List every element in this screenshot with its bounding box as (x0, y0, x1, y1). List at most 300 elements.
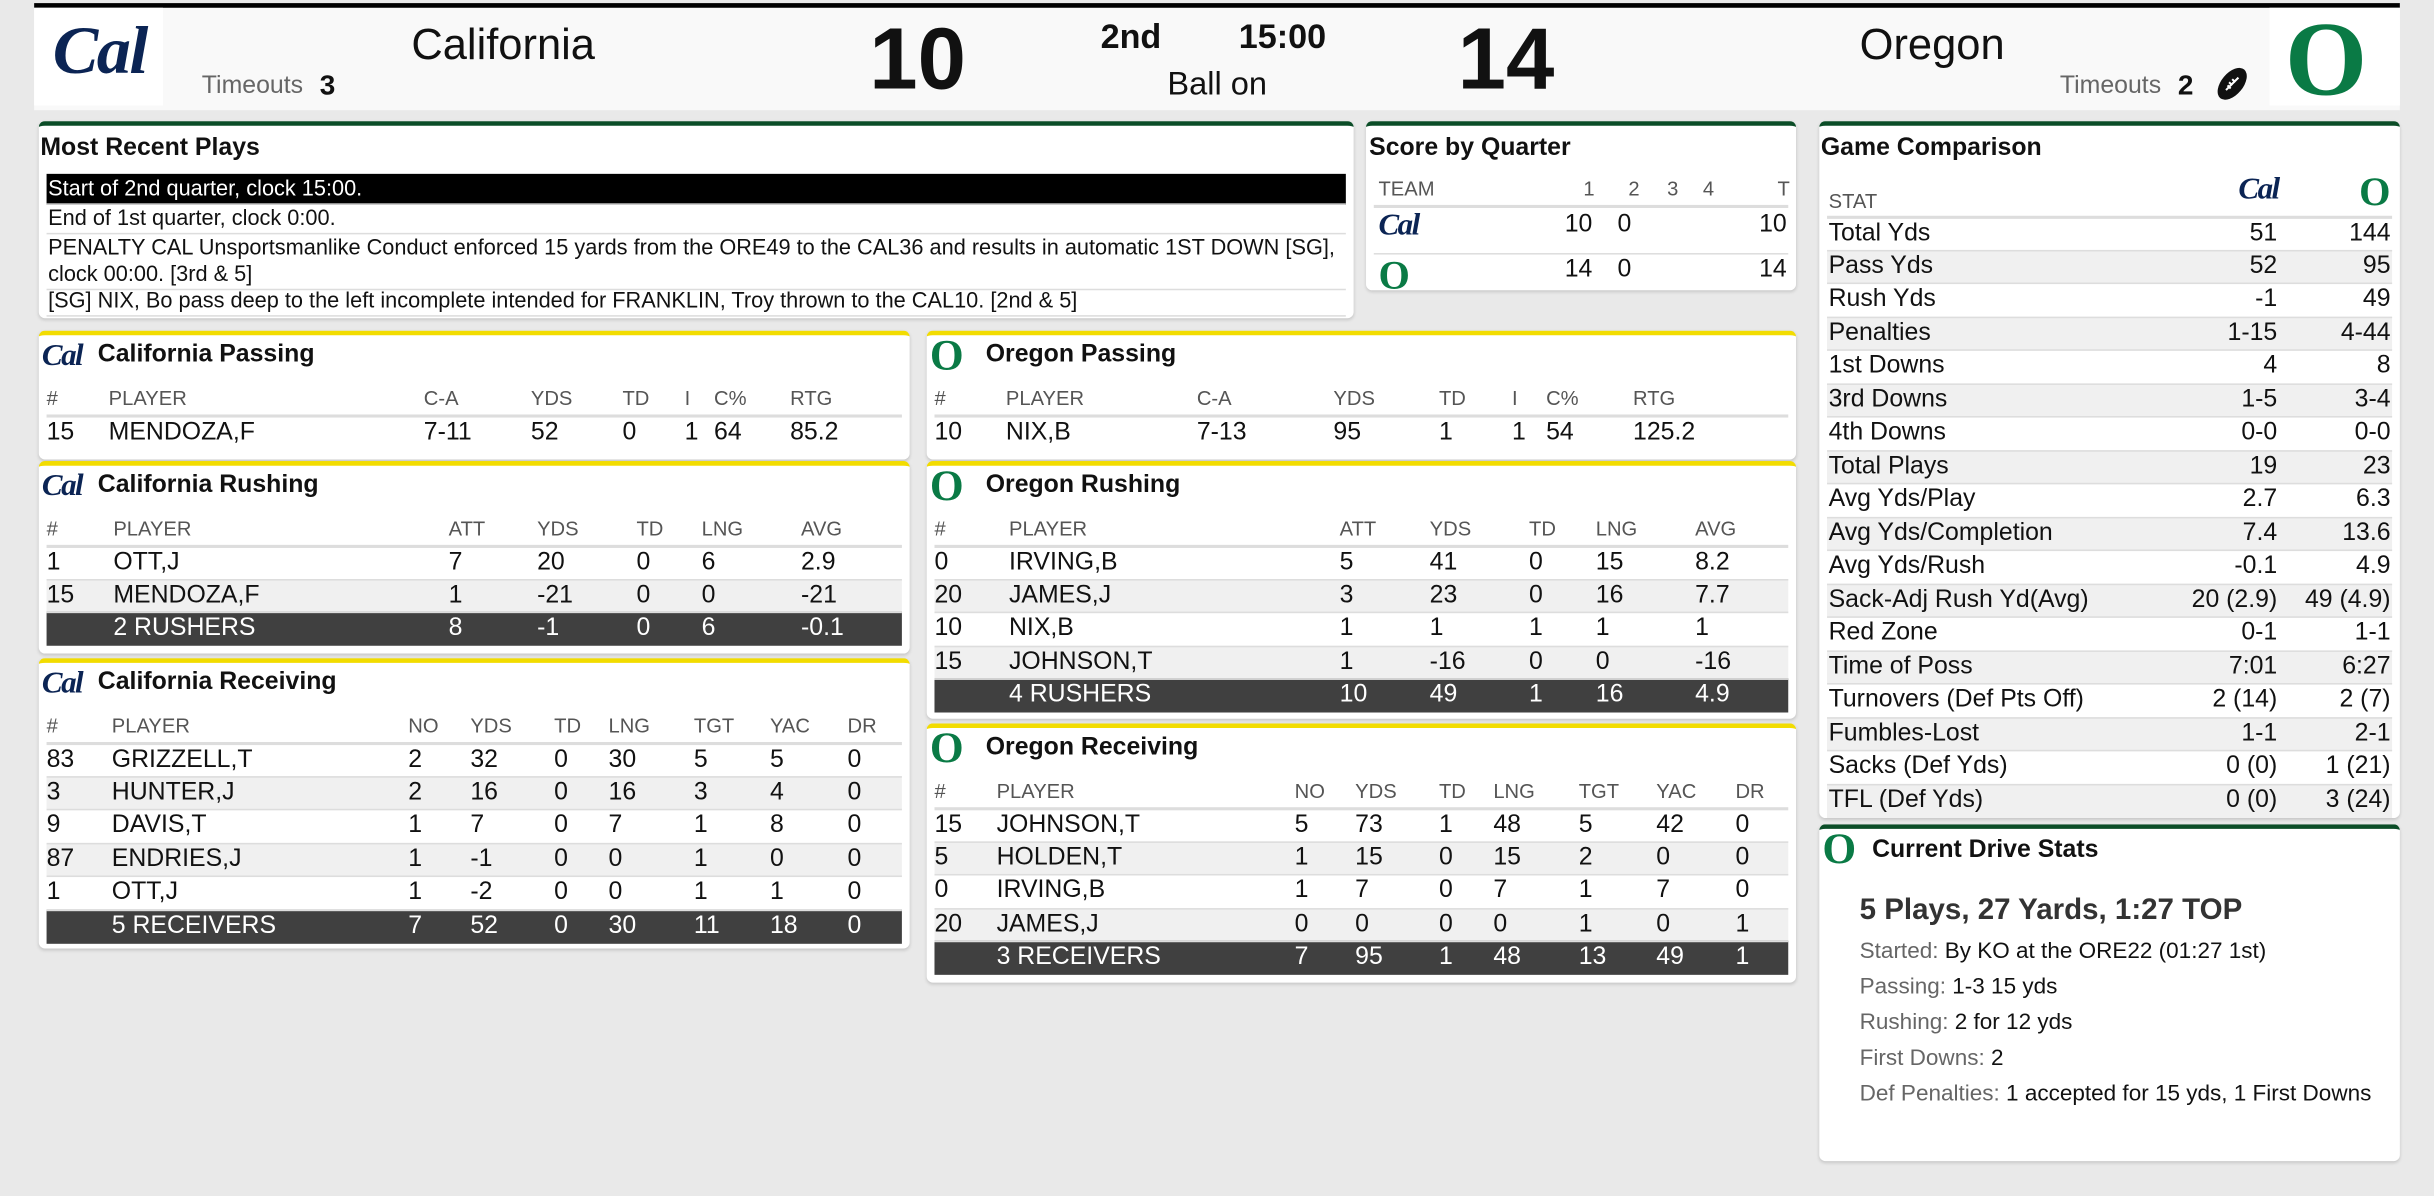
stat-cell: 0 (1595, 648, 1610, 675)
drive-stat-value: 1-3 15 yds (1952, 974, 2058, 1000)
oregon-stat-value: 3-4 (2354, 385, 2391, 413)
oregon-stat-value: 95 (2362, 252, 2391, 279)
oregon-stat-value: 13.6 (2342, 519, 2391, 546)
stat-name: 1st Downs (1828, 352, 1945, 379)
cal-stat-value: 0-0 (2241, 419, 2278, 446)
stat-cell: 1 (46, 878, 61, 905)
stat-cell: 7 (1294, 943, 1309, 971)
player-row (934, 874, 1788, 908)
football-icon (2212, 64, 2252, 104)
cal-stat-value: -1 (2255, 285, 2278, 313)
player-row (47, 414, 902, 450)
stat-cell: 1 (684, 419, 699, 446)
stat-cell: 0 (701, 581, 716, 608)
oregon-logo-icon: O (929, 462, 964, 511)
sbq-row-divider (1374, 253, 1788, 255)
oregon-stat-value: 49 (4.9) (2304, 585, 2391, 613)
cal-stat-value: 1-5 (2241, 385, 2278, 413)
home-score: 10 (869, 9, 966, 108)
stat-cell: 5 (1339, 549, 1354, 576)
comparison-row (1827, 550, 2392, 584)
stat-name: Sacks (Def Yds) (1828, 752, 2008, 780)
oregon-logo-icon: O (1822, 825, 1857, 874)
stat-cell: 49 (1656, 943, 1684, 971)
player-name: MENDOZA,F (113, 581, 260, 608)
stat-cell: 83 (46, 746, 75, 774)
column-header: # (46, 516, 58, 541)
away-timeouts: 2 (2177, 69, 2194, 101)
player-row (47, 742, 902, 778)
stat-cell: 0 (769, 845, 784, 872)
stat-cell: 49 (1429, 681, 1458, 708)
player-name: HOLDEN,T (996, 843, 1123, 871)
stat-name: Avg Yds/Completion (1828, 519, 2053, 546)
stat-cell: 0 (1438, 877, 1453, 904)
column-header: YDS (1355, 779, 1397, 803)
stat-name: Penalties (1828, 318, 1931, 346)
sbq-header: TEAM (1378, 176, 1435, 201)
column-header: TD (1438, 386, 1466, 410)
stat-cell: 1 (1578, 910, 1593, 937)
column-header: PLAYER (1005, 386, 1085, 410)
player-row (47, 578, 902, 612)
column-header: TD (622, 386, 650, 410)
sbq-quarter-score: 0 (1617, 256, 1632, 283)
ball-on: Ball on (1167, 66, 1268, 103)
cal-receiving-panel (39, 658, 910, 948)
play-item[interactable]: PENALTY CAL Unsportsmanlike Conduct enforced 15 yards from the ORE49 to the CAL36 and results in automatic 1ST DOWN [SG], clock 00:00. [3rd & 5] (47, 233, 1346, 290)
column-header: YAC (1656, 779, 1697, 803)
sbq-header: 4 (1702, 176, 1715, 201)
player-name: 2 RUSHERS (113, 614, 256, 642)
stat-cell: 0 (554, 878, 568, 905)
game-comparison-panel (1819, 121, 2400, 818)
column-header: NO (1294, 779, 1325, 803)
cal-logo-text: Cal (52, 12, 147, 89)
oregon-stat-value: 4.9 (2356, 552, 2391, 580)
player-name: 4 RUSHERS (1008, 681, 1152, 708)
stat-cell: 0 (1656, 910, 1671, 937)
player-row (47, 875, 902, 909)
stat-cell: 7 (470, 811, 485, 839)
player-name: IRVING,B (996, 877, 1106, 904)
score-by-quarter-title: Score by Quarter (1369, 135, 1571, 162)
stat-cell: 1 (1511, 419, 1526, 446)
stat-cell: 10 (934, 614, 963, 642)
away-timeouts-label: Timeouts (2059, 72, 2162, 100)
stat-cell: 15 (46, 581, 75, 608)
stat-cell: 95 (1355, 943, 1383, 971)
recent-plays-panel (39, 121, 1354, 318)
stat-cell: 0 (847, 878, 862, 905)
stat-cell: 7 (408, 911, 423, 939)
player-name: 5 RECEIVERS (111, 911, 277, 939)
stat-cell: 1 (1735, 943, 1750, 971)
drive-stat-value: By KO at the ORE22 (01:27 1st) (1944, 939, 2267, 964)
stat-cell: 9 (46, 811, 61, 839)
column-header: PLAYER (113, 516, 192, 541)
stat-cell: 0 (1294, 910, 1309, 937)
column-header: PLAYER (111, 714, 190, 738)
stat-cell: 1 (408, 811, 423, 839)
drive-stat-label: Def Penalties: (1859, 1081, 2007, 1107)
stat-cell: 1 (408, 845, 423, 872)
stat-cell: 0 (622, 419, 637, 446)
player-name: NIX,B (1005, 419, 1071, 446)
column-header: TGT (1578, 779, 1620, 803)
column-header: YDS (537, 516, 579, 541)
stat-cell: 7 (608, 811, 623, 839)
stat-name: Turnovers (Def Pts Off) (1828, 686, 2084, 713)
stat-cell: 0 (554, 778, 568, 805)
column-header: YDS (470, 714, 512, 738)
player-name: 3 RECEIVERS (996, 943, 1161, 971)
drive-stat-value: 2 (1990, 1046, 2004, 1072)
column-header: ATT (1339, 516, 1377, 541)
player-name: OTT,J (113, 549, 180, 576)
column-header: RTG (1633, 386, 1676, 410)
comparison-row (1827, 349, 2392, 383)
cal-logo-icon: Cal (41, 338, 83, 373)
column-header: LNG (1493, 779, 1535, 803)
ore-passing-title: Oregon Passing (985, 341, 1177, 368)
cal-logo-icon: Cal (41, 665, 83, 701)
stat-cell: 4.9 (1695, 681, 1730, 708)
cal-logo-icon: Cal (2238, 172, 2279, 207)
stat-name: Total Plays (1828, 452, 1949, 479)
stat-cell: 1 (1595, 614, 1610, 642)
oregon-stat-value: 4-44 (2340, 318, 2391, 346)
stat-cell: 0 (554, 746, 568, 774)
comparison-row (1827, 216, 2392, 252)
player-name: DAVIS,T (111, 811, 207, 839)
stat-cell: 7.7 (1695, 581, 1730, 608)
stat-cell: 0 (1438, 910, 1453, 937)
stat-cell: 0 (636, 581, 651, 608)
player-name: JAMES,J (996, 910, 1099, 937)
column-header: # (46, 386, 58, 410)
stat-cell: 1 (1735, 910, 1750, 937)
current-drive-title: Current Drive Stats (1872, 836, 2099, 864)
stat-cell: 0 (554, 845, 568, 872)
stat-cell: 1 (1438, 811, 1453, 839)
oregon-stat-value: 144 (2349, 220, 2391, 247)
stat-cell: 1 (1294, 843, 1309, 871)
drive-stat-label: Passing: (1859, 974, 1953, 1000)
stat-cell: 0 (1529, 581, 1543, 608)
stat-cell: 30 (608, 911, 637, 939)
player-name: ENDRIES,J (111, 845, 242, 872)
column-header: YDS (530, 386, 573, 410)
stat-cell: 6 (701, 549, 716, 576)
column-header: AVG (800, 516, 843, 541)
player-name: JAMES,J (1008, 581, 1112, 608)
stat-cell: 7 (1355, 877, 1369, 904)
column-header: # (934, 779, 946, 803)
stat-cell: 16 (1595, 581, 1624, 608)
stat-cell: 7 (1656, 877, 1671, 904)
cal-stat-value: 52 (2249, 252, 2278, 279)
player-name: IRVING,B (1008, 549, 1118, 576)
player-row (47, 775, 902, 809)
stat-cell: 7 (448, 549, 463, 576)
stat-cell: 7-13 (1196, 419, 1247, 446)
stat-cell: 85.2 (790, 419, 839, 446)
stat-name: Sack-Adj Rush Yd(Avg) (1828, 585, 2089, 613)
stat-cell: 1 (1438, 943, 1453, 971)
column-header: DR (847, 714, 877, 738)
oregon-stat-value: 2 (7) (2339, 686, 2391, 713)
stat-cell: -0.1 (800, 614, 844, 642)
totals-row (934, 941, 1788, 975)
column-header: TD (1529, 516, 1556, 541)
cal-stat-value: 0 (0) (2226, 752, 2278, 780)
sbq-total: 10 (1759, 211, 1787, 238)
stat-cell: 3 (46, 778, 61, 805)
cal-stat-value: -0.1 (2234, 552, 2278, 580)
cal-stat-value: 51 (2249, 220, 2278, 247)
player-row (934, 578, 1788, 612)
comparison-row (1827, 249, 2392, 283)
column-header: LNG (608, 714, 651, 738)
stat-cell: 52 (530, 419, 559, 446)
drive-summary: 5 Plays, 27 Yards, 1:27 TOP (1859, 894, 2243, 927)
cal-receiving-title: California Receiving (97, 669, 337, 696)
stat-name: Avg Yds/Rush (1828, 552, 1986, 580)
cal-stat-value: 0 (0) (2226, 786, 2278, 813)
stat-cell: 1 (1294, 877, 1309, 904)
sbq-quarter-score: 14 (1564, 256, 1593, 283)
column-header: # (934, 386, 946, 410)
stat-cell: 20 (934, 910, 963, 937)
home-timeouts: 3 (319, 69, 336, 101)
stat-cell: 10 (934, 419, 963, 446)
stat-cell: 20 (934, 581, 963, 608)
stat-cell: 15 (1595, 549, 1624, 576)
away-team-name: Oregon (1859, 20, 2005, 69)
comparison-row (1827, 416, 2392, 450)
stat-cell: 5 (1294, 811, 1309, 839)
stat-name: Pass Yds (1828, 252, 1934, 279)
stat-cell: 64 (714, 419, 742, 446)
drive-stat (1860, 1077, 2372, 1113)
play-item[interactable]: End of 1st quarter, clock 0:00. (47, 203, 1346, 234)
stat-cell: 1 (448, 581, 463, 608)
stat-cell: 0 (1735, 811, 1750, 839)
stat-cell: 2 (408, 746, 423, 774)
drive-stat-label: Rushing: (1859, 1010, 1955, 1036)
stat-cell: -21 (537, 581, 573, 608)
current-drive-panel (1819, 824, 2400, 1161)
stat-name: Total Yds (1828, 220, 1931, 247)
cal-stat-value: 0-1 (2241, 619, 2278, 646)
stat-cell: 16 (608, 778, 637, 805)
stat-cell: 7-11 (423, 419, 472, 446)
ore-receiving-title: Oregon Receiving (985, 734, 1199, 761)
stat-cell: 41 (1429, 549, 1458, 576)
cal-stat-value: 2 (14) (2212, 686, 2278, 713)
comparison-row (1827, 283, 2392, 317)
stat-cell: 30 (608, 746, 637, 774)
stat-cell: 0 (636, 549, 651, 576)
cal-logo (34, 8, 163, 106)
stat-name: 3rd Downs (1828, 385, 1948, 413)
stat-name: Avg Yds/Play (1828, 485, 1976, 513)
stat-name: Time of Poss (1828, 652, 1973, 680)
stat-cell: 2 (1578, 843, 1593, 871)
oregon-stat-value: 49 (2362, 285, 2391, 313)
column-header: PLAYER (108, 386, 187, 410)
drive-stat-value: 1 accepted for 15 yds, 1 First Downs (2006, 1081, 2372, 1107)
stat-cell: -2 (470, 878, 493, 905)
scoreboard (34, 0, 2400, 118)
sbq-header: 2 (1628, 176, 1640, 201)
home-timeouts-label: Timeouts (201, 72, 304, 100)
player-name: JOHNSON,T (996, 811, 1141, 839)
comparison-row (1827, 483, 2392, 517)
stat-cell: 0 (847, 746, 862, 774)
column-header: YAC (769, 714, 810, 738)
stat-cell: 1 (46, 549, 61, 576)
cal-stat-value: 20 (2.9) (2191, 585, 2278, 613)
oregon-logo-icon: O (929, 332, 964, 381)
stat-cell: 48 (1493, 943, 1521, 971)
stat-cell: 0 (1735, 843, 1750, 871)
stat-cell: 1 (408, 878, 423, 905)
stat-cell: 0 (1355, 910, 1369, 937)
stat-cell: 54 (1546, 419, 1574, 446)
stat-name: Fumbles-Lost (1828, 719, 1980, 746)
stat-cell: 10 (1339, 681, 1368, 708)
column-header: # (934, 516, 946, 541)
quarter: 2nd (1100, 17, 1162, 56)
column-header: I (1511, 386, 1518, 410)
column-header: YDS (1429, 516, 1472, 541)
stat-cell: 1 (1578, 877, 1593, 904)
totals-row (47, 909, 902, 943)
drive-stat (1860, 1006, 2372, 1042)
stat-cell: -1 (537, 614, 560, 642)
stat-cell: 2 (408, 778, 423, 805)
stat-cell: 95 (1333, 419, 1362, 446)
stat-cell: 7 (1493, 877, 1508, 904)
player-row (47, 842, 902, 876)
cal-rushing-title: California Rushing (97, 471, 319, 499)
stat-cell: 0 (1656, 843, 1671, 871)
stat-cell: 1 (1339, 648, 1354, 675)
play-item[interactable]: [SG] NIX, Bo pass deep to the left incomplete intended for FRANKLIN, Troy thrown to the CAL10. [2nd & 5] (47, 286, 1346, 317)
ore-passing-panel (927, 331, 1796, 460)
stat-cell: 0 (608, 878, 623, 905)
stat-cell: 52 (470, 911, 498, 939)
player-name: NIX,B (1008, 614, 1074, 642)
oregon-stat-value: 2-1 (2354, 719, 2391, 746)
stat-cell: 3 (693, 778, 708, 805)
oregon-stat-value: 23 (2362, 452, 2391, 479)
oregon-stat-value: 6.3 (2356, 485, 2391, 513)
stat-cell: 0 (847, 845, 862, 872)
stat-cell: 0 (1438, 843, 1453, 871)
column-header: TD (554, 714, 582, 738)
stat-cell: 48 (1493, 811, 1521, 839)
stat-cell: 3 (1339, 581, 1354, 608)
player-row (934, 841, 1788, 875)
totals-row (47, 612, 902, 646)
comparison-row (1827, 716, 2392, 750)
play-item[interactable]: Start of 2nd quarter, clock 15:00. (47, 174, 1346, 205)
column-header: C% (1546, 386, 1579, 410)
sbq-header: 1 (1583, 176, 1595, 201)
stat-cell: 5 (934, 843, 949, 871)
stat-cell: 0 (554, 911, 568, 939)
comparison-row (1827, 650, 2392, 684)
sbq-divider (1374, 205, 1788, 208)
game-comparison-title: Game Comparison (1820, 135, 2042, 162)
oregon-stat-value: 1-1 (2354, 619, 2391, 646)
oregon-stat-value: 0-0 (2354, 419, 2391, 446)
column-header: LNG (701, 516, 744, 541)
cal-rushing-panel (39, 461, 910, 653)
stat-name: Red Zone (1828, 619, 1938, 646)
column-header: C-A (1196, 386, 1232, 410)
cal-stat-value: 7:01 (2228, 652, 2278, 680)
stat-cell: 15 (934, 811, 963, 839)
oregon-logo-icon: O (1378, 253, 1410, 291)
oregon-logo (2269, 0, 2399, 118)
comparison-row (1827, 683, 2392, 717)
column-header: LNG (1595, 516, 1638, 541)
stat-cell: 8 (769, 811, 784, 839)
comparison-row (1827, 383, 2392, 417)
stat-cell: 1 (1695, 614, 1709, 642)
oregon-logo-text: O (2284, 0, 2368, 118)
comparison-row (1827, 449, 2392, 483)
stat-cell: 42 (1656, 811, 1684, 839)
ore-receiving-panel (927, 723, 1796, 982)
stat-cell: 1 (1438, 419, 1453, 446)
stat-cell: 5 (1578, 811, 1593, 839)
player-row (934, 807, 1788, 843)
oregon-stat-value: 3 (24) (2325, 786, 2391, 813)
sbq-quarter-score: 10 (1564, 211, 1593, 238)
player-row (47, 545, 902, 581)
stat-cell: 1 (693, 878, 708, 905)
stat-cell: 1 (769, 878, 784, 905)
stat-cell: 4 (769, 778, 784, 805)
oregon-stat-value: 1 (21) (2325, 752, 2391, 780)
column-header: ATT (448, 516, 486, 541)
recent-plays-title: Most Recent Plays (40, 135, 260, 162)
away-score: 14 (1457, 9, 1555, 108)
drive-stat-value: 2 for 12 yds (1954, 1010, 2073, 1036)
stat-cell: 15 (934, 648, 963, 675)
stat-cell: 0 (934, 549, 949, 576)
sbq-header: 3 (1667, 176, 1679, 201)
stat-cell: 20 (537, 549, 565, 576)
stat-cell: 0 (1529, 549, 1543, 576)
sbq-total: 14 (1759, 256, 1787, 283)
comparison-row (1827, 316, 2392, 350)
column-header: PLAYER (1008, 516, 1088, 541)
column-header: C% (714, 386, 747, 410)
stat-cell: -1 (470, 845, 493, 872)
stat-header: STAT (1828, 189, 1878, 213)
column-header: RTG (790, 386, 833, 410)
stat-cell: 15 (1355, 843, 1383, 871)
player-row (934, 907, 1788, 941)
stat-cell: 0 (847, 811, 862, 839)
sbq-quarter-score: 0 (1617, 211, 1632, 238)
